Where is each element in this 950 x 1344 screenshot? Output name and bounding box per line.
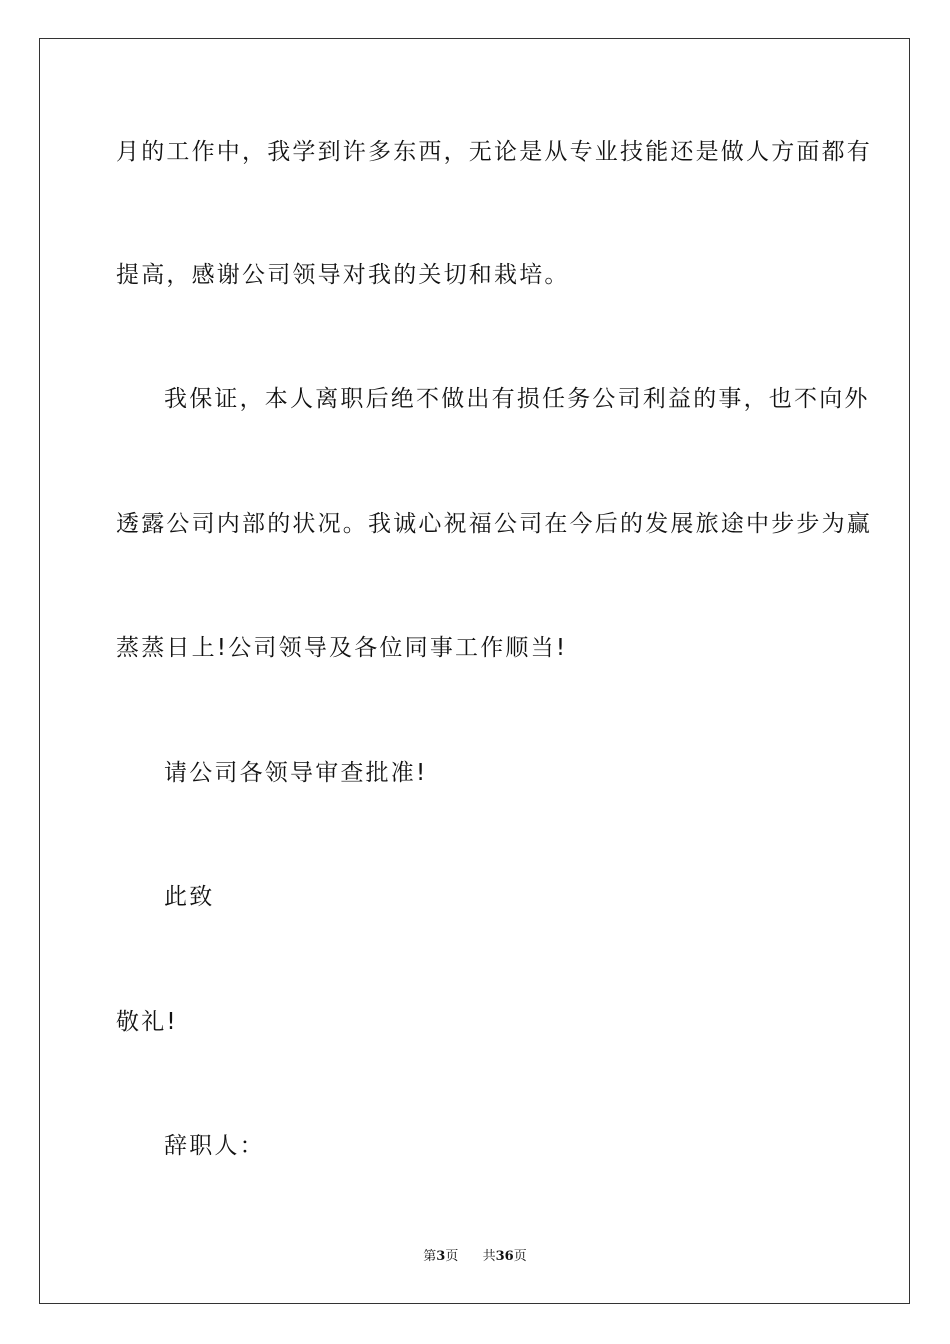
page-suffix: 页 bbox=[445, 1249, 459, 1264]
closing-request: 请公司各领导审查批准! bbox=[164, 760, 428, 786]
body-line-2: 提高，感谢公司领导对我的关切和栽培。 bbox=[116, 262, 570, 288]
total-pages: 36 bbox=[495, 1249, 514, 1264]
total-suffix: 页 bbox=[513, 1249, 527, 1264]
body-line-3: 我保证，本人离职后绝不做出有损任务公司利益的事，也不向外 bbox=[164, 386, 870, 412]
page-footer bbox=[0, 1245, 950, 1264]
salutation-jingli: 敬礼! bbox=[116, 1009, 178, 1035]
page-number: 3 bbox=[436, 1249, 446, 1264]
total-prefix: 共 bbox=[482, 1249, 496, 1264]
page-border bbox=[39, 38, 910, 1304]
page-prefix: 第 bbox=[423, 1249, 437, 1264]
body-line-1: 月的工作中，我学到许多东西，无论是从专业技能还是做人方面都有 bbox=[116, 139, 872, 165]
signature-label: 辞职人： bbox=[164, 1133, 265, 1159]
salutation-cizhi: 此致 bbox=[164, 884, 215, 910]
body-line-4: 透露公司内部的状况。我诚心祝福公司在今后的发展旅途中步步为赢 bbox=[116, 511, 872, 537]
body-line-5: 蒸蒸日上!公司领导及各位同事工作顺当! bbox=[116, 635, 568, 661]
